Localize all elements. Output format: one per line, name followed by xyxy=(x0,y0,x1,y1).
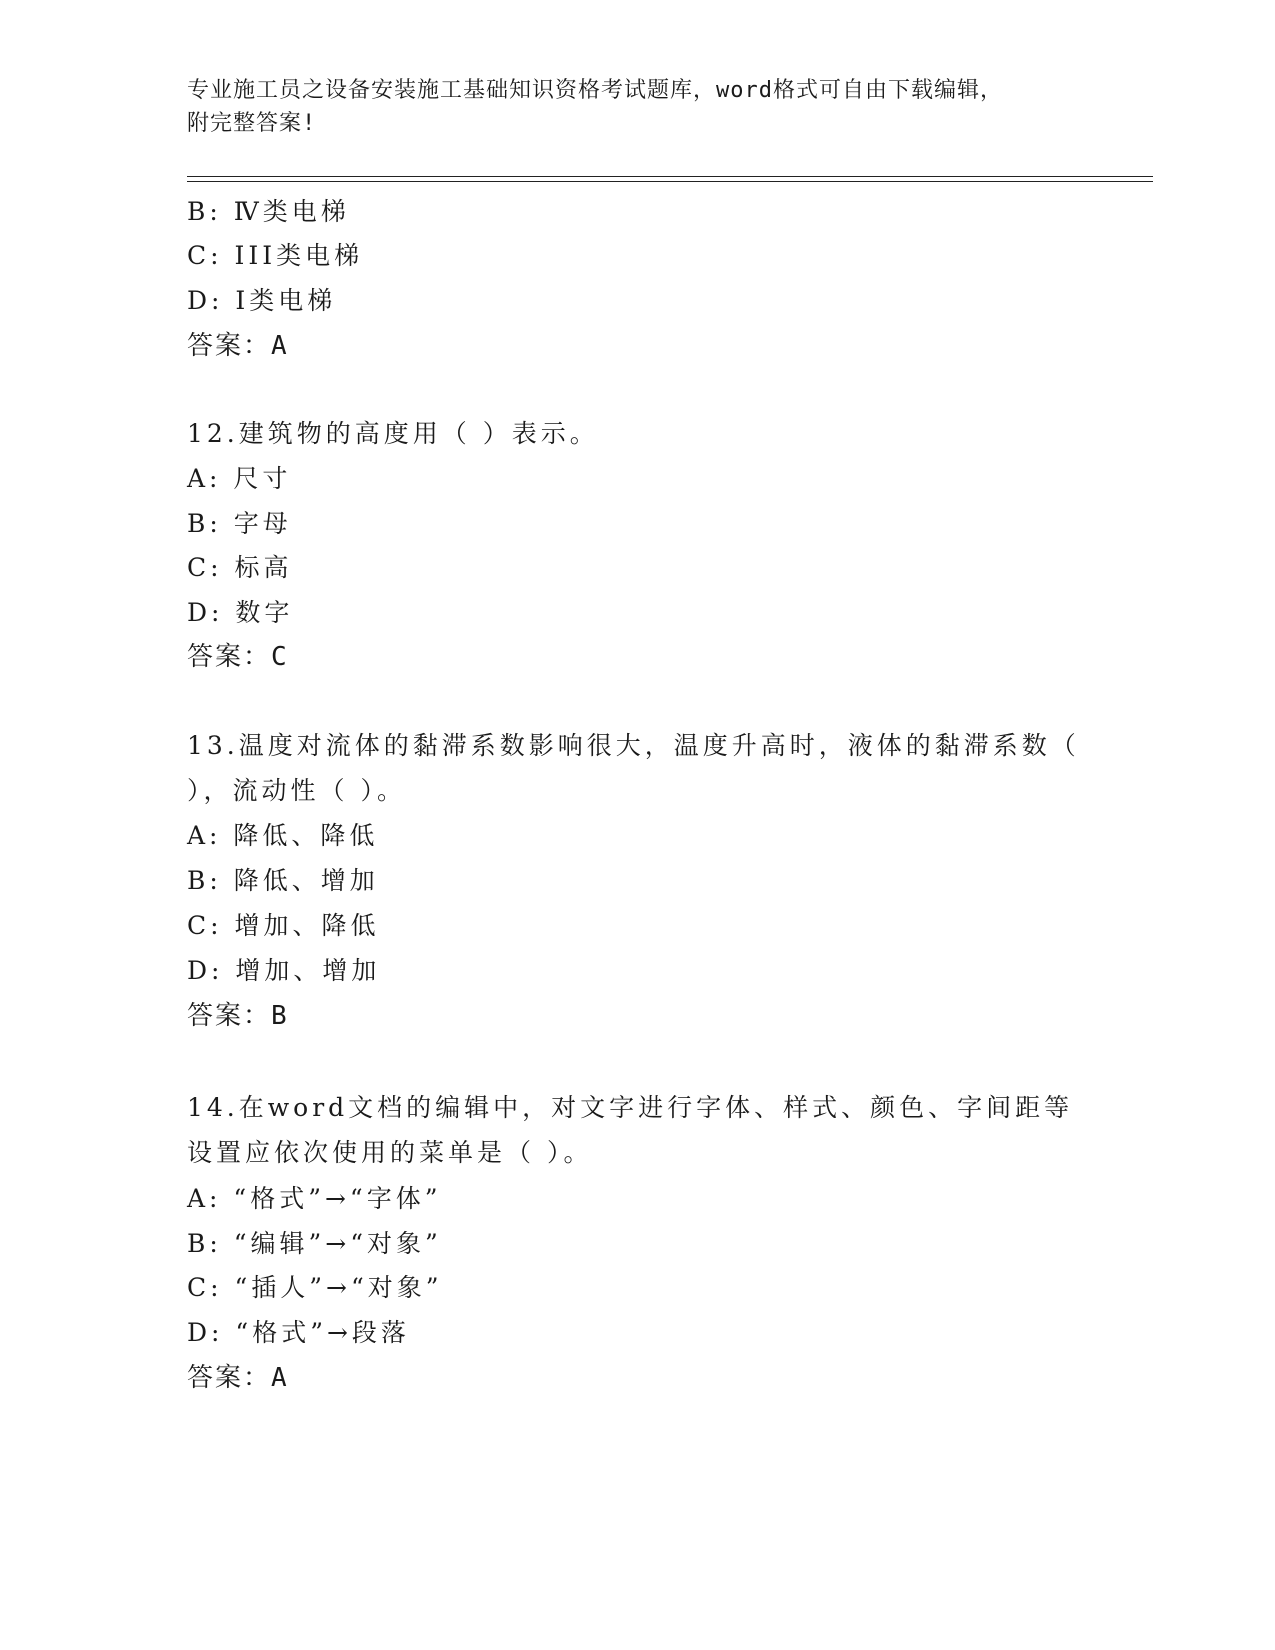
answer-line xyxy=(187,641,289,673)
answer-label: 答案： xyxy=(187,642,272,672)
document-header xyxy=(187,74,1087,140)
option-a: A: 尺寸 xyxy=(187,464,292,493)
answer-line xyxy=(187,1000,289,1032)
option-d: D: “格式”→段落 xyxy=(187,1318,410,1347)
answer-value: B xyxy=(271,1001,289,1031)
question-stem: 12.建筑物的高度用（ ）表示。 xyxy=(187,419,599,448)
answer-value: A xyxy=(271,1363,289,1393)
option-d: D: Ⅰ类电梯 xyxy=(187,286,337,315)
option-c: C: “插人”→“对象” xyxy=(187,1273,443,1302)
option-b: B: “编辑”→“对象” xyxy=(187,1229,442,1258)
option-c: C: 增加、降低 xyxy=(187,911,380,940)
option-c: C: III类电梯 xyxy=(187,241,364,270)
answer-label: 答案： xyxy=(187,331,272,361)
answer-line xyxy=(187,1362,289,1394)
answer-line xyxy=(187,330,289,362)
option-c: C: 标高 xyxy=(187,553,293,582)
answer-label: 答案： xyxy=(187,1001,272,1031)
question-stem: 13.温度对流体的黏滞系数影响很大，温度升高时，液体的黏滞系数（ xyxy=(187,731,1080,760)
option-d: D: 数字 xyxy=(187,598,294,627)
option-b: B: Ⅳ类电梯 xyxy=(187,197,350,226)
option-a: A: “格式”→“字体” xyxy=(187,1184,442,1213)
answer-value: A xyxy=(271,331,289,361)
option-b: B: 字母 xyxy=(187,509,292,538)
answer-value: C xyxy=(271,642,289,672)
header-divider-bottom xyxy=(187,181,1153,182)
answer-label: 答案： xyxy=(187,1363,272,1393)
header-line-1: 专业施工员之设备安装施工基础知识资格考试题库，word格式可自由下载编辑， xyxy=(187,78,1003,103)
option-a: A: 降低、降低 xyxy=(187,821,379,850)
question-stem-continued: ），流动性（ ）。 xyxy=(187,776,406,805)
question-stem-continued: 设置应依次使用的菜单是（ ）。 xyxy=(187,1138,593,1167)
question-stem: 14.在word文档的编辑中，对文字进行字体、样式、颜色、字间距等 xyxy=(187,1093,1074,1122)
option-b: B: 降低、增加 xyxy=(187,866,379,895)
header-line-2: 附完整答案! xyxy=(187,111,317,136)
header-divider-top xyxy=(187,176,1153,177)
option-d: D: 增加、增加 xyxy=(187,956,381,985)
